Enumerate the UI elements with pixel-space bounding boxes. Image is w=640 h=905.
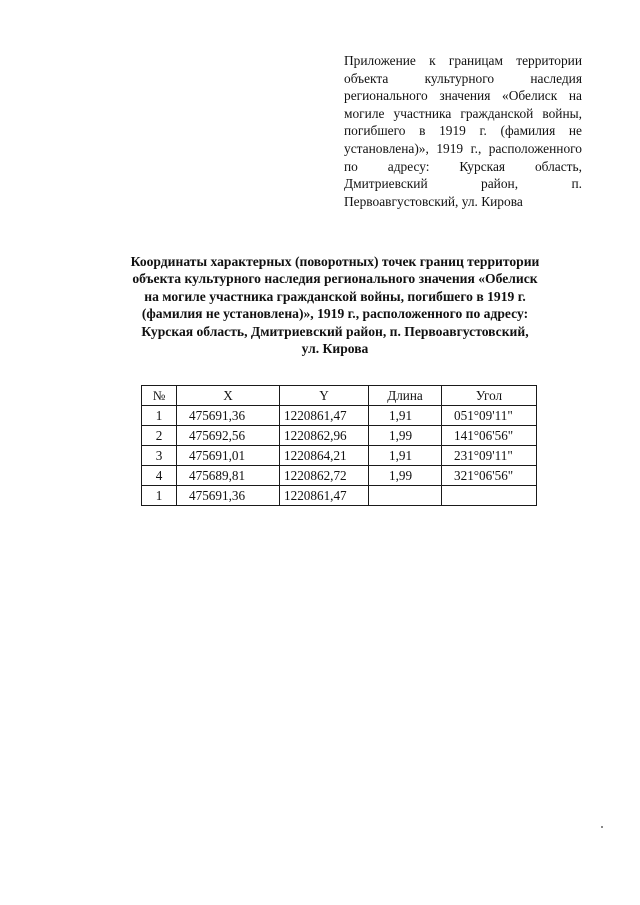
- cell-x: 475692,56: [177, 426, 280, 446]
- cell-angle: 231°09'11": [442, 446, 537, 466]
- cell-length: 1,99: [369, 466, 442, 486]
- cell-number: 3: [142, 446, 177, 466]
- title-line: объекта культурного наследия регионального значения «Обелиск: [132, 271, 538, 287]
- cell-length: 1,91: [369, 406, 442, 426]
- table-row: [142, 466, 537, 486]
- table-row: [142, 486, 537, 506]
- cell-number: 1: [142, 406, 177, 426]
- title-line: Курская область, Дмитриевский район, п. Первоавгустовский,: [141, 323, 529, 339]
- cell-angle: 051°09'11": [442, 406, 537, 426]
- cell-y: 1220862,96: [280, 426, 369, 446]
- cell-x: 475691,01: [177, 446, 280, 466]
- cell-x: 475689,81: [177, 466, 280, 486]
- cell-length: 1,99: [369, 426, 442, 446]
- table-header-row: [142, 386, 537, 406]
- title-line: на могиле участника гражданской войны, погибшего в 1919 г.: [144, 288, 526, 304]
- cell-number: 1: [142, 486, 177, 506]
- header-angle: Угол: [442, 386, 537, 406]
- cell-x: 475691,36: [177, 406, 280, 426]
- table-row: [142, 406, 537, 426]
- coordinates-table: [141, 385, 537, 506]
- cell-number: 2: [142, 426, 177, 446]
- cell-number: 4: [142, 466, 177, 486]
- table-row: [142, 446, 537, 466]
- cell-angle: 141°06'56": [442, 426, 537, 446]
- table-row: [142, 426, 537, 446]
- cell-y: 1220864,21: [280, 446, 369, 466]
- header-number: №: [142, 386, 177, 406]
- cell-x: 475691,36: [177, 486, 280, 506]
- header-length: Длина: [369, 386, 442, 406]
- header-x: X: [177, 386, 280, 406]
- title-line: ул. Кирова: [301, 341, 369, 357]
- title-line: (фамилия не установлена)», 1919 г., расположенного по адресу:: [141, 306, 529, 322]
- cell-length: [369, 486, 442, 506]
- scan-speck: [601, 826, 603, 828]
- cell-angle: [442, 486, 537, 506]
- document-title: [100, 253, 570, 357]
- cell-y: 1220861,47: [280, 406, 369, 426]
- title-line: Координаты характерных (поворотных) точек границ территории: [130, 254, 540, 269]
- cell-length: 1,91: [369, 446, 442, 466]
- appendix-note: Приложение к границам территории объекта культурного наследия регионального значения «Обелиск на могиле участника гражданской войны, погибшего в 1919 г. (фамилия не установлена)», 1919 г., расположенного по адресу: Курская область, Дмитриевский район, п. Первоавгустовский, ул. Кирова: [344, 53, 582, 209]
- cell-angle: 321°06'56": [442, 466, 537, 486]
- cell-y: 1220862,72: [280, 466, 369, 486]
- header-y: Y: [280, 386, 369, 406]
- cell-y: 1220861,47: [280, 486, 369, 506]
